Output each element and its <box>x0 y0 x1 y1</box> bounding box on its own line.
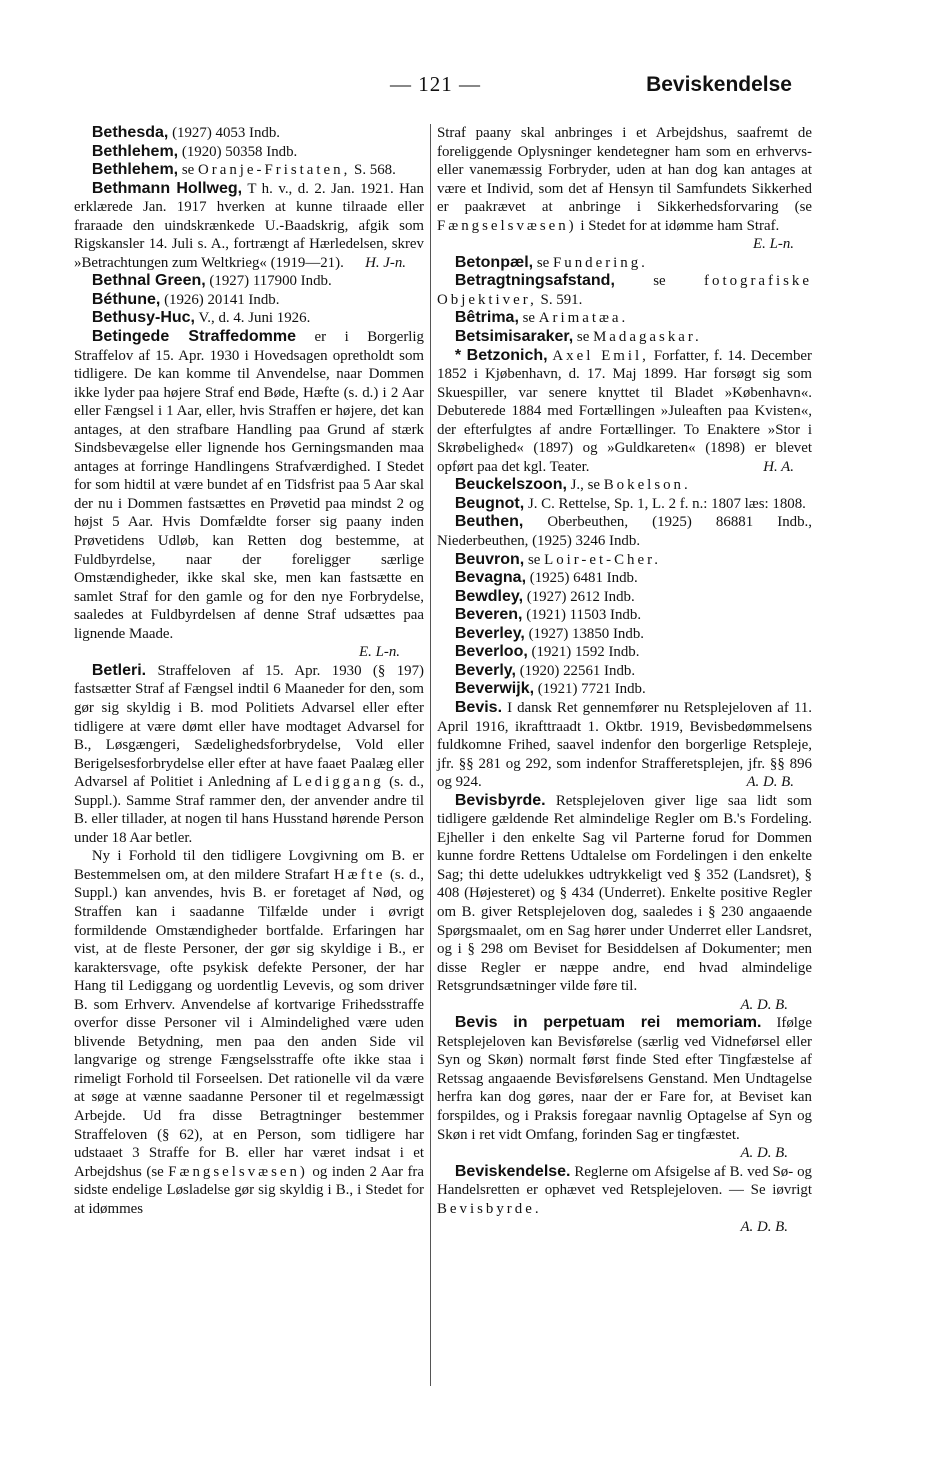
entry-text: (s. d., Suppl.) kan anvendes, hvis B. er foretaget af Nød, og Straffen kan i saadanne Tilfælde under i øvrigt formildende Omstændigheder bortfalde. Erfaringen har vist, at de fleste Personer, der gør sig skyldige i B., er karaktersvage, ofte psykisk defekte Personer, der har Hang til Lediggang og uordentlig Levevis, og som driver B. som Erhverv. Anvendelse af kortvarige Frihedsstraffe overfor disse Personer vil i Almindelighed være uden blivende Betydning, men paa den anden Side vil langvarige og strenge Fængselsstraffe ofte ikke staa i rimeligt Forhold til Forseelsen. Det rationelle vil da være at søge at vænne saadanne Personer til et regelmæssigt Arbejde. Ud fra disse Betragtninger bestemmer Straffeloven (§ 62), at en Person, som tidligere har udstaaet 3 Straffe for B. eller har været indsat i et Arbejdshus (se <box>74 866 424 1180</box>
entry-betingede-straffedomme <box>74 328 424 643</box>
author-signature: E. L-n. <box>359 644 400 661</box>
headword: Bethlehem, <box>91 161 179 179</box>
entry-text: (1921) 1592 Indb. <box>531 644 640 661</box>
author-signature: H. J-n. <box>365 254 406 271</box>
entry-text: S. 591. <box>540 291 583 308</box>
cross-reference: Oranje-Fristaten, <box>198 162 351 179</box>
entry-text: er i Borgerlig Straffelov af 15. Apr. 1930 i Hovedsagen opretholdt som tidligere. De kan komme til Anvendelse, naar Dommen ikke lyder paa højere Straf end Bøde, Hæfte (s. d.) i 2 Aar eller Fængsel i 1 Aar, eller, hvis Straffen er højere, det kan antages, at den strafbare Handling paa Grund af stærk Sindsbevægelse eller lignende hos Gerningsmanden maa antages at forringe Handlingens Strafværdighed. I Stedet for som hidtil at være bundet af en Tidsfrist paa 5 Aar skal der nu i Dommen fastsættes en Prøvetid paa mindst 2 og højst 5 Aar. Hvis Domfældte forser sig paany inden Prøvetidens Udløb, kan Retten dog bestemme, at Fuldbyrdelse, naar der foreligger særlige Omstændigheder, ikke skal ske, men kan fastsætte en samlet Straf for den gamle og for den nye Forbrydelse, saaledes at Fuldbyrdelsen af denne Straf udsættes paa lignende Maade. <box>74 329 424 642</box>
headword: Beverloo, <box>454 643 528 661</box>
entry-text: (1927) 117900 Indb. <box>209 273 332 290</box>
entry-betleri-paragraph-2 <box>74 847 424 1218</box>
entry-bethune <box>74 291 424 310</box>
entry-text: (1927) 4053 Indb. <box>172 125 281 141</box>
entry-betleri <box>74 662 424 847</box>
entry-text: (1921) 7721 Indb. <box>537 681 646 698</box>
headword: Beuckelszoon, <box>454 476 567 494</box>
entry-beverloo <box>437 643 812 662</box>
headword: Beuthen, <box>454 513 524 531</box>
entry-continuation <box>437 124 812 253</box>
entry-bethusy-huc <box>74 309 424 328</box>
entry-text: (1927) 2612 Indb. <box>526 588 635 605</box>
entry-text: (1927) 13850 Indb. <box>528 625 644 642</box>
entry-text: Retsplejeloven giver lige saa lidt som tidligere gældende Ret almindelige Regler om B.'s Fordeling. Ejheller i den enkelte Sag vil Parterne forud for Dommen kunne fordre Rettens Udtalelse om Fordelingen i den enkelte Sag; thi dette udelukkes udtrykkeligt ved § 352 (Landsret), § 408 (Højesteret) og § 434 (Underret). Enkelte positive Regler om B. giver Retsplejeloven dog, saaledes i § 230 angaaende Spørgsmaalet, om en Sag hører under Underret eller Landsret, og i § 298 om Beviset for Besiddelsen af Dokumenter; men disse Regler er næppe andre, end hvad almindelige Retsgrundsætninger vilde føre til. <box>437 792 812 995</box>
entry-bethnal-green <box>74 272 424 291</box>
entry-text: og inden 2 Aar fra sidste endelige Løsladelse gør sig skyldig i B., i Stedet for at idømmes <box>74 1163 424 1217</box>
entry-text: se <box>527 551 541 568</box>
cross-reference: Fundering. <box>552 254 648 271</box>
entry-text: T h. v., d. 2. Jan. 1921. Han erklærede Jan. 1917 hverken at kunne tilraade eller fraraade den uindskrænkede U.-Baadskrig, afgik som Rigskansler 14. Juli s. A., fortrængt af Hærledelsen, skrev »Betrachtungen zum Weltkrieg« (1919—21). <box>74 180 424 271</box>
entry-text: Straffeloven af 15. Apr. 1930 (§ 197) fastsætter Straf af Fængsel indtil 6 Maaneder for den, som gør sig skyldig i B. mod Politiets Advarsel eller efter tidligere at være dømt eller have modtaget Advarsel for B., Løsgængeri, Sædelighedsforbrydelse, Vold eller Berigelsesforbrydelse eller efter at have faaet Paalæg eller Advarsel af Politiet i Anledning af <box>74 662 424 791</box>
headword: Bevagna, <box>454 569 527 587</box>
entry-betsimisaraker <box>437 328 812 347</box>
headword: Bethusy-Huc, <box>91 309 195 327</box>
headword: Beverly, <box>454 661 516 679</box>
entry-beugnot <box>437 495 812 514</box>
headword: Bethmann Hollweg, <box>91 179 243 197</box>
headword: Beverwijk, <box>454 680 535 698</box>
entry-text: i Stedet for at idømme ham Straf. <box>580 217 780 234</box>
cross-reference: Fængselsvæsen) <box>168 1163 308 1180</box>
entry-text: Reglerne om Afsigelse af B. ved Sø- og Handelsretten er ophævet ved Retsplejeloven. — Se iøvrigt <box>437 1163 812 1199</box>
entry-text: (1920) 50358 Indb. <box>181 143 298 160</box>
entry-text: (1926) 20141 Indb. <box>164 291 280 308</box>
headword: Bethesda, <box>91 124 169 141</box>
entry-beuvron <box>437 551 812 570</box>
entry-text: Ny i Forhold til den tidligere Lovgivning om B. er Bestemmelsen om, at den mildere Strafart <box>74 848 424 883</box>
author-signature: E. L-n. <box>753 236 794 253</box>
entry-bethmann-hollweg <box>74 180 424 273</box>
entry-text: se <box>536 254 550 271</box>
left-column <box>74 124 424 1218</box>
entry-text: (s. d., Suppl.). Samme Straf rammer den, der anvender andre til B. eller tillader, at nogen til hans Husstand hørende Person under 18 Aar betler. <box>74 774 424 846</box>
entry-bethlehem-2 <box>74 161 424 180</box>
entry-beverley <box>437 625 812 644</box>
entry-betzonich <box>437 347 812 477</box>
entry-text: Straf paany skal anbringes i et Arbejdshus, saafremt de foreliggende Oplysninger kendetegner ham som en erhvervs- eller vanemæssig Forbryder, uden at han dog kan antages at være et Individ, som det af Hensyn til Samfundets Sikkerhed er paakrævet at anbringe i Sikkerhedsforvaring (se <box>437 125 812 216</box>
entry-text: I dansk Ret gennemfører nu Retsplejeloven af 11. April 1916, ikrafttraadt 1. Oktbr. 1919, Bevisbedømmelsens fuldkomne Frihed, saavel indenfor den borgerlige Retspleje, jfr. §§ 281 og 292, som indenfor Strafferetsplejen, jfr. §§ 896 og 924. <box>437 699 813 791</box>
headword: Béthune, <box>91 290 161 308</box>
entry-betonpael <box>437 254 812 273</box>
entry-text: se <box>181 162 195 179</box>
entry-bevisbyrde <box>437 792 812 996</box>
entry-text: (1920) 22561 Indb. <box>519 662 636 679</box>
headword: Bethnal Green, <box>91 272 206 290</box>
headword: Bevisbyrde. <box>454 791 546 809</box>
author-signature: A. D. B. <box>746 774 794 791</box>
page-number: — 121 — <box>390 72 481 96</box>
entry-bevis-in-perpetuam <box>437 1014 812 1144</box>
headword: Betsimisaraker, <box>454 328 574 346</box>
page-header <box>390 72 792 97</box>
entry-text: (1925) 6481 Indb. <box>529 570 638 587</box>
entry-bevagna <box>437 569 812 588</box>
headword: Beverley, <box>454 624 525 642</box>
cross-reference: Loir-et-Cher. <box>544 551 661 568</box>
headword: Beveren, <box>454 606 523 624</box>
entry-text: se <box>653 273 666 290</box>
entry-text: S. 568. <box>354 162 396 179</box>
author-signature: A. D. B. <box>740 996 788 1013</box>
entry-beverly <box>437 662 812 681</box>
headword: Betonpæl, <box>454 253 534 271</box>
cross-reference: Madagaskar. <box>593 329 702 346</box>
entry-bethlehem-1 <box>74 143 424 162</box>
right-column <box>437 124 812 1237</box>
headword: Bewdley, <box>454 587 524 605</box>
entry-betragtningsafstand <box>437 272 812 309</box>
cross-reference: Bevisbyrde. <box>437 1200 542 1217</box>
person-name: Axel Emil, <box>552 347 649 364</box>
headword: Beuvron, <box>454 550 525 568</box>
entry-beviskendelse <box>437 1163 812 1219</box>
entry-text: Ifølge Retsplejeloven kan Bevisførelse (særlig ved Vidneførsel eller Syn og Skøn) normalt først finde Sted efter Tingfæstelse af Retssag angaaende Bevisførelsens Genstand. Men Undtagelse herfra kan dog gøres, naar der er Fare for, at Beviset kan forspildes, og i Praksis foregaar navnlig Optagelse af Syn og Skøn i ret vidt Omfang, forinden Sag er tingfæstet. <box>437 1015 812 1143</box>
author-signature: A. D. B. <box>740 1219 788 1236</box>
entry-text: se <box>576 329 590 346</box>
author-signature: A. D. B. <box>740 1145 788 1162</box>
entry-bevis <box>437 699 812 792</box>
headword: Bevis. <box>454 698 503 716</box>
cross-reference: Lediggang <box>292 774 384 791</box>
entry-beveren <box>437 606 812 625</box>
entry-betrima <box>437 309 812 328</box>
entry-beuthen <box>437 513 812 550</box>
headword: Bêtrima, <box>454 309 519 327</box>
headword: Beviskendelse. <box>454 1162 571 1180</box>
entry-text: J., se <box>570 477 601 494</box>
running-head: Beviskendelse <box>646 73 792 96</box>
entry-bethesda <box>74 124 424 143</box>
cross-reference: Hæfte <box>333 866 386 883</box>
headword: Beugnot, <box>454 494 525 512</box>
entry-bewdley <box>437 588 812 607</box>
headword: Betragtningsafstand, <box>454 272 615 290</box>
headword: Bevis in perpetuam rei memoriam. <box>454 1014 762 1032</box>
cross-reference: Fængselsvæsen) <box>437 217 577 234</box>
entry-beverwijk <box>437 680 812 699</box>
entry-text: Forfatter, f. 14. December 1852 i Kjøbenhavn, d. 17. Maj 1899. Har forsøgt sig som Skuespiller, var senere knyttet til Bladet »København«. Debuterede 1884 med Fortællingen »Juleaften paa Kvisten«, der efterfulgtes af andre Fortællinger. To Enaktere »Stor i Skrøbelighed« (1897) og »Guldkareten« (1898) er blevet opført paa det kgl. Teater. <box>437 347 812 475</box>
column-divider <box>430 124 431 1386</box>
cross-reference: Arimatæa. <box>538 310 629 327</box>
entry-text: V., d. 4. Juni 1926. <box>198 310 311 327</box>
headword: Betleri. <box>91 661 147 679</box>
headword: * Betzonich, <box>454 346 548 364</box>
headword: Betingede Straffedomme <box>91 328 297 346</box>
entry-beuckelszoon <box>437 476 812 495</box>
cross-reference: fotografiske Objektiver, <box>437 273 812 308</box>
entry-text: (1921) 11503 Indb. <box>526 607 642 624</box>
headword: Bethlehem, <box>91 142 179 160</box>
entry-text: se <box>522 310 536 327</box>
entry-text: Oberbeuthen, (1925) 86881 Indb., Niederbeuthen, (1925) 3246 Indb. <box>437 514 812 550</box>
cross-reference: Bokelson. <box>603 477 691 494</box>
entry-text: J. C. Rettelse, Sp. 1, L. 2 f. n.: 1807 læs: 1808. <box>527 495 806 512</box>
author-signature: H. A. <box>763 458 794 475</box>
